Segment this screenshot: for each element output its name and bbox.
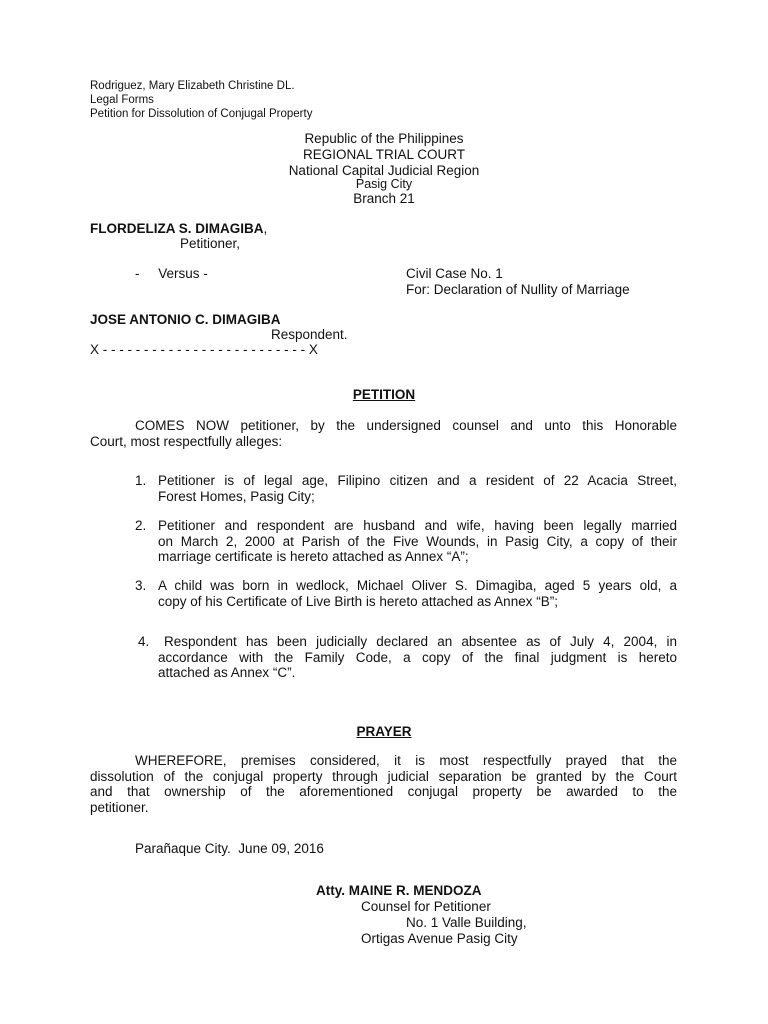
petitioner-label: Petitioner, (180, 236, 241, 251)
allegation-item (158, 473, 677, 504)
prayer-heading: PRAYER (356, 724, 412, 739)
allegation-line: copy of his Certificate of Live Birth is hereto attached as Annex “B”; (158, 593, 558, 609)
prayer-line: WHEREFORE, premises considered, it is most respectfully prayed that the (135, 753, 677, 768)
author-line: Rodriguez, Mary Elizabeth Christine DL. (90, 80, 295, 92)
counsel-address-line1: No. 1 Valle Building, (406, 915, 527, 930)
allegation-number: 2. (135, 518, 147, 533)
petitioner-name: FLORDELIZA S. DIMAGIBA (90, 221, 264, 236)
petition-intro (90, 418, 677, 449)
allegation-line: Petitioner and respondent are husband and wife, having been legally married (158, 518, 677, 533)
prayer-line: petitioner. (90, 799, 149, 815)
allegation-line: Forest Homes, Pasig City; (158, 488, 315, 504)
allegation-number: 3. (135, 578, 147, 593)
allegation-item (158, 518, 677, 565)
allegation-line: marriage certificate is hereto attached as Annex “A”; (158, 549, 469, 564)
allegation-number: 4. (138, 634, 150, 649)
case-number: Civil Case No. 1 (406, 266, 503, 281)
allegation-line: attached as Annex “C”. (158, 665, 296, 680)
prayer-paragraph (90, 753, 677, 815)
allegation-line: Petitioner is of legal age, Filipino citizen and a resident of 22 Acacia Street, (158, 473, 677, 488)
court-region: National Capital Judicial Region (288, 163, 480, 178)
versus-label: - Versus - (135, 266, 208, 281)
court-branch: Branch 21 (353, 191, 415, 206)
caption-separator: X - - - - - - - - - - - - - - - - - - - - - - - - - X (90, 342, 318, 357)
allegation-number: 1. (135, 473, 147, 488)
course-line: Legal Forms (90, 94, 154, 106)
respondent-name: JOSE ANTONIO C. DIMAGIBA (90, 312, 281, 327)
respondent-label: Respondent. (271, 327, 348, 342)
prayer-line: dissolution of the conjugal property through judicial separation be granted by the Court (90, 768, 677, 784)
allegation-item (158, 578, 677, 609)
petitioner-comma: , (263, 221, 268, 236)
court-name: REGIONAL TRIAL COURT (302, 147, 466, 162)
petition-heading: PETITION (352, 387, 416, 402)
court-republic: Republic of the Philippines (304, 131, 464, 146)
petition-intro-line: COMES NOW petitioner, by the undersigned counsel and unto this Honorable (135, 418, 677, 433)
counsel-name: Atty. MAINE R. MENDOZA (316, 883, 482, 898)
document-title-line: Petition for Dissolution of Conjugal Property (90, 108, 313, 120)
case-subject: For: Declaration of Nullity of Marriage (406, 282, 630, 297)
allegation-line: on March 2, 2000 at Parish of the Five Wounds, in Pasig City, a copy of their (158, 533, 677, 549)
petitioner-block (90, 221, 267, 236)
petition-intro-line: Court, most respectfully alleges: (90, 433, 283, 449)
dateline: Parañaque City. June 09, 2016 (135, 841, 324, 856)
allegation-line: A child was born in wedlock, Michael Oliver S. Dimagiba, aged 5 years old, a (158, 578, 677, 593)
allegation-line: Respondent has been judicially declared an absentee as of July 4, 2004, in (164, 634, 677, 649)
court-city: Pasig City (355, 177, 413, 191)
prayer-line: and that ownership of the aforementioned conjugal property be awarded to the (90, 784, 677, 799)
allegation-line: accordance with the Family Code, a copy of the final judgment is hereto (158, 649, 677, 665)
counsel-address-line2: Ortigas Avenue Pasig City (361, 931, 518, 946)
allegation-item (158, 634, 677, 681)
counsel-role: Counsel for Petitioner (361, 899, 491, 914)
